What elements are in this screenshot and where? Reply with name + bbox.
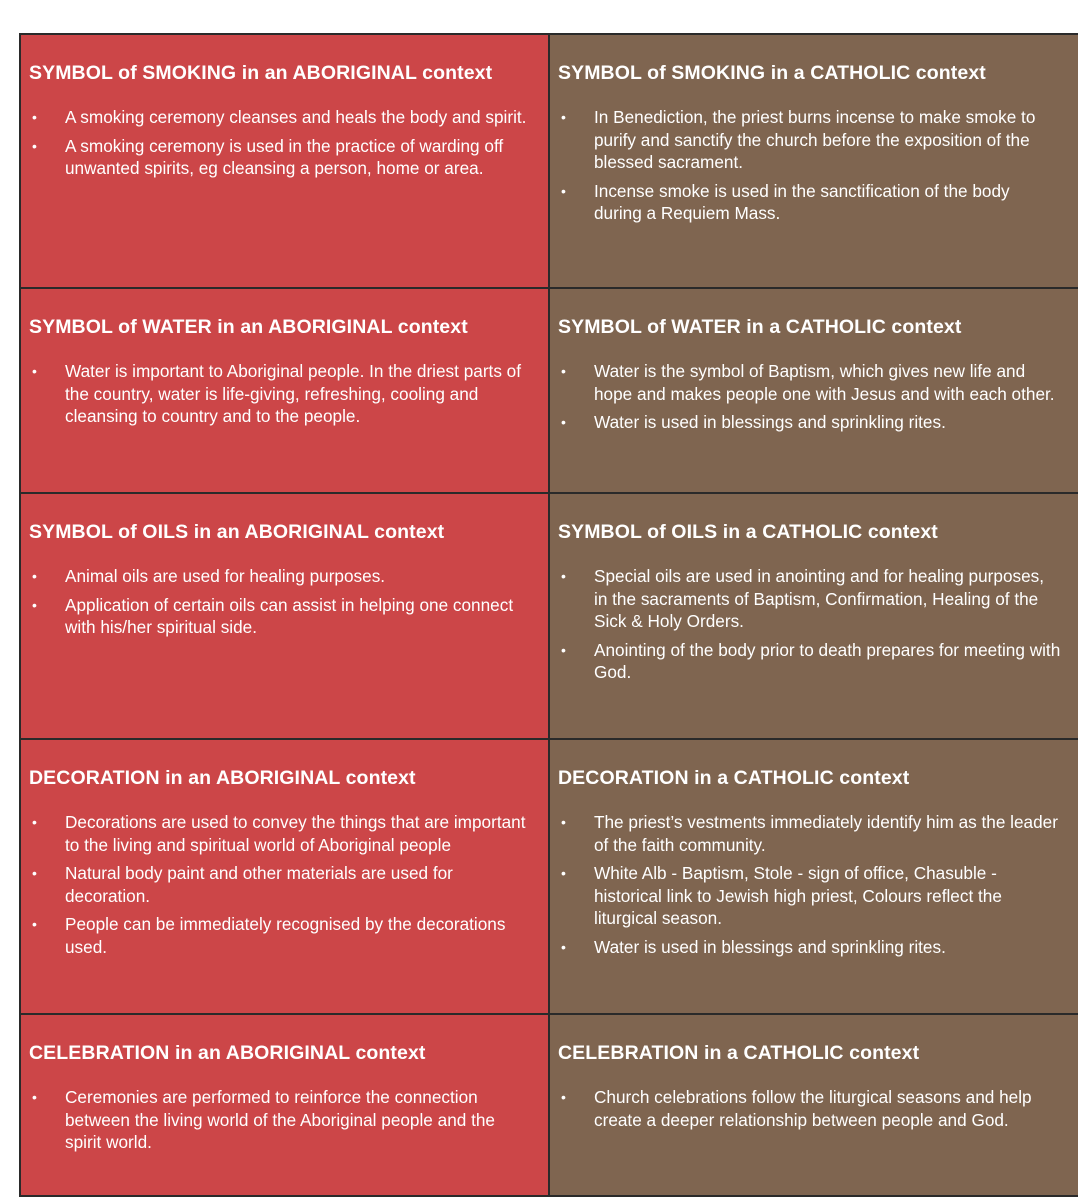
list-item-text: Anointing of the body prior to death prepares for meeting with God. bbox=[594, 639, 1061, 682]
list-item bbox=[558, 936, 1068, 959]
bullet-list bbox=[29, 565, 538, 639]
list-item-text: Water is the symbol of Baptism, which gives new life and hope and makes people one with Jesus and with each other. bbox=[594, 361, 1055, 404]
list-item bbox=[558, 639, 1068, 684]
bullet-icon: • bbox=[32, 865, 37, 881]
catholic-smoking-cell bbox=[550, 35, 1078, 289]
bullet-icon: • bbox=[561, 109, 566, 125]
list-item bbox=[558, 360, 1068, 405]
list-item bbox=[29, 594, 538, 639]
aboriginal-oils-cell bbox=[21, 494, 550, 740]
bullet-icon: • bbox=[32, 568, 37, 584]
list-item-text: Natural body paint and other materials are used for decoration. bbox=[65, 863, 453, 906]
list-item-text: Water is important to Aboriginal people. In the driest parts of the country, water is life-giving, refreshing, cooling and cleansing to country and to the people. bbox=[65, 361, 522, 426]
list-item bbox=[29, 565, 538, 588]
list-item bbox=[558, 565, 1068, 633]
bullet-icon: • bbox=[32, 814, 37, 830]
list-item-text: Church celebrations follow the liturgical seasons and help create a deeper relationship between people and God. bbox=[594, 1087, 1032, 1130]
list-item bbox=[558, 811, 1068, 856]
bullet-list bbox=[29, 811, 538, 958]
bullet-list bbox=[29, 106, 538, 180]
cell-title: DECORATION in an ABORIGINAL context bbox=[29, 767, 416, 789]
bullet-icon: • bbox=[561, 363, 566, 379]
aboriginal-celebration-cell bbox=[21, 1015, 550, 1195]
bullet-icon: • bbox=[32, 1089, 37, 1105]
bullet-icon: • bbox=[32, 916, 37, 932]
catholic-celebration-cell bbox=[550, 1015, 1078, 1195]
list-item-text: A smoking ceremony is used in the practice of warding off unwanted spirits, eg cleansing a person, home or area. bbox=[65, 135, 504, 178]
list-item bbox=[558, 1086, 1068, 1131]
list-item-text: White Alb - Baptism, Stole - sign of office, Chasuble - historical link to Jewish high priest, Colours reflect the liturgical season. bbox=[594, 863, 1002, 928]
bullet-list bbox=[558, 360, 1068, 434]
cell-title: SYMBOL of SMOKING in a CATHOLIC context bbox=[558, 62, 986, 84]
bullet-icon: • bbox=[32, 596, 37, 613]
list-item-text: Decorations are used to convey the things that are important to the living and spiritual world of Aboriginal people bbox=[65, 812, 526, 855]
cell-title: CELEBRATION in a CATHOLIC context bbox=[558, 1042, 920, 1064]
list-item-text: Ceremonies are performed to reinforce the connection between the living world of the Aboriginal people and the spirit world. bbox=[65, 1087, 495, 1152]
list-item-text: The priest’s vestments immediately identify him as the leader of the faith community. bbox=[594, 812, 1058, 855]
catholic-decoration-cell bbox=[550, 740, 1078, 1015]
bullet-list bbox=[29, 1086, 538, 1154]
list-item bbox=[29, 913, 538, 958]
bullet-list bbox=[558, 565, 1068, 684]
cell-title: SYMBOL of OILS in a CATHOLIC context bbox=[558, 521, 938, 543]
bullet-icon: • bbox=[561, 641, 566, 658]
catholic-water-cell bbox=[550, 289, 1078, 494]
cell-title: CELEBRATION in an ABORIGINAL context bbox=[29, 1042, 426, 1064]
list-item-text: People can be immediately recognised by the decorations used. bbox=[65, 914, 506, 957]
list-item bbox=[29, 811, 538, 856]
bullet-icon: • bbox=[561, 865, 566, 881]
bullet-icon: • bbox=[561, 1089, 566, 1105]
list-item bbox=[29, 360, 538, 428]
list-item bbox=[29, 1086, 538, 1154]
list-item bbox=[558, 862, 1068, 930]
bullet-icon: • bbox=[561, 938, 566, 955]
aboriginal-smoking-cell bbox=[21, 35, 550, 289]
aboriginal-decoration-cell bbox=[21, 740, 550, 1015]
list-item-text: Application of certain oils can assist in helping one connect with his/her spiritual side. bbox=[65, 594, 514, 637]
list-item bbox=[558, 180, 1068, 225]
bullet-list bbox=[558, 106, 1068, 225]
list-item bbox=[29, 106, 538, 129]
bullet-icon: • bbox=[561, 814, 566, 830]
list-item-text: A smoking ceremony cleanses and heals the body and spirit. bbox=[65, 107, 527, 127]
list-item-text: Incense smoke is used in the sanctification of the body during a Requiem Mass. bbox=[594, 180, 1010, 223]
cell-title: SYMBOL of OILS in an ABORIGINAL context bbox=[29, 521, 445, 543]
bullet-icon: • bbox=[32, 137, 37, 154]
catholic-oils-cell bbox=[550, 494, 1078, 740]
list-item-text: Water is used in blessings and sprinkling rites. bbox=[594, 936, 946, 957]
bullet-icon: • bbox=[561, 568, 566, 584]
list-item bbox=[558, 411, 1068, 434]
bullet-icon: • bbox=[32, 109, 37, 125]
cell-title: SYMBOL of WATER in a CATHOLIC context bbox=[558, 316, 962, 338]
cell-title: SYMBOL of SMOKING in an ABORIGINAL context bbox=[29, 62, 493, 84]
list-item bbox=[29, 862, 538, 907]
bullet-icon: • bbox=[32, 363, 37, 379]
bullet-list bbox=[558, 1086, 1068, 1131]
list-item bbox=[29, 135, 538, 180]
bullet-list bbox=[558, 811, 1068, 958]
cell-title: DECORATION in a CATHOLIC context bbox=[558, 767, 910, 789]
cell-title: SYMBOL of WATER in an ABORIGINAL context bbox=[29, 316, 468, 338]
aboriginal-water-cell bbox=[21, 289, 550, 494]
comparison-table bbox=[19, 33, 1078, 1197]
bullet-icon: • bbox=[561, 182, 566, 199]
list-item-text: Water is used in blessings and sprinkling rites. bbox=[594, 412, 946, 432]
list-item-text: In Benediction, the priest burns incense to make smoke to purify and sanctify the church before the exposition of the blessed sacrament. bbox=[594, 107, 1036, 172]
list-item-text: Animal oils are used for healing purposes. bbox=[65, 566, 386, 586]
bullet-list bbox=[29, 360, 538, 428]
list-item-text: Special oils are used in anointing and for healing purposes, in the sacraments of Baptism, Confirmation, Healing of the Sick & Holy Orders. bbox=[594, 566, 1045, 631]
list-item bbox=[558, 106, 1068, 174]
bullet-icon: • bbox=[561, 414, 566, 430]
